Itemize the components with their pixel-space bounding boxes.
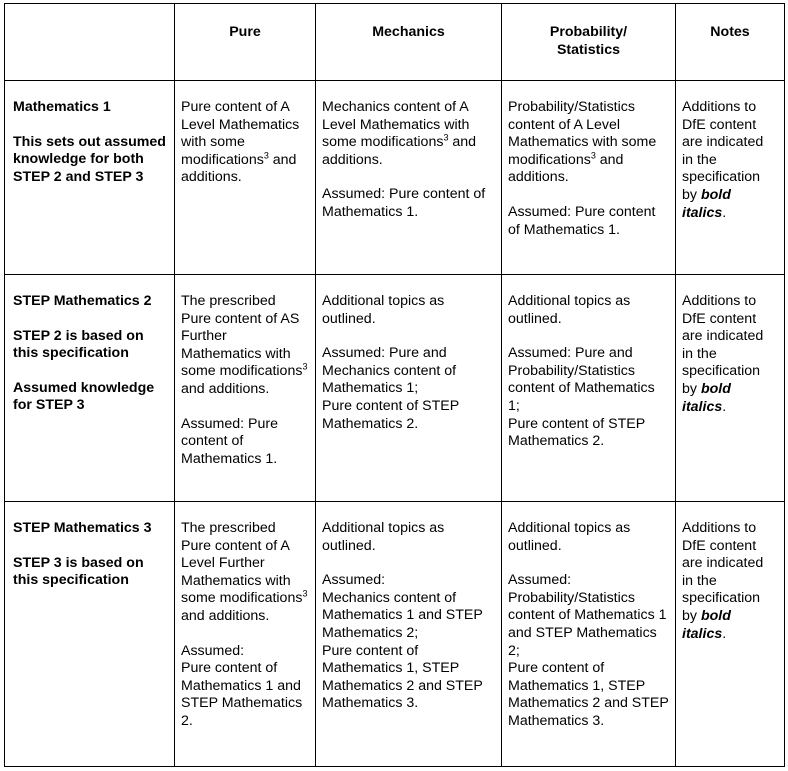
pure-assumed: Assumed: Pure content of Mathematics 1 and STEP Mathematics 2.	[181, 642, 303, 729]
header-mechanics: Mechanics	[316, 4, 502, 81]
row-title: Mathematics 1	[13, 99, 111, 115]
row-title: STEP Mathematics 2	[13, 293, 152, 309]
pure-description: The prescribed Pure content of A Level Further Mathematics with some modifications$^3$ and additions.	[181, 520, 308, 624]
pure-assumed: Assumed: Pure content of Mathematics 1.	[181, 415, 278, 467]
pure-description: The prescribed Pure content of AS Further Mathematics with some modifications$^3$ and additions.	[181, 293, 308, 397]
mechanics-description: Additional topics as outlined.	[322, 293, 445, 327]
notes-text: Additions to DfE content are indicated in the specification by bold italics.	[682, 520, 764, 642]
table-row	[5, 275, 785, 502]
header-probability-statistics	[502, 4, 676, 81]
mechanics-assumed: Assumed: Pure and Mechanics content of Mathematics 1; Pure content of STEP Mathematics 2.	[322, 345, 459, 432]
header-row	[5, 4, 785, 81]
row-subtitle-2: Assumed knowledge for STEP 3	[13, 379, 155, 414]
probstats-description: Probability/Statistics content of A Level Mathematics with some modifications$^3$ and additions.	[508, 99, 657, 186]
mechanics-description: Additional topics as outlined.	[322, 520, 445, 554]
row-subtitle: STEP 3 is based on this specification	[13, 554, 144, 589]
mechanics-cell	[316, 502, 502, 767]
probstats-cell	[502, 275, 676, 502]
row-header-cell	[5, 275, 175, 502]
pure-description: Pure content of A Level Mathematics with some modifications$^3$ and additions.	[181, 99, 300, 186]
row-title: STEP Mathematics 3	[13, 520, 152, 536]
probstats-assumed: Assumed: Pure and Probability/Statistics content of Mathematics 1; Pure content of STEP Mathematics 2.	[508, 345, 655, 450]
footnote-marker: 3	[443, 132, 449, 143]
pure-cell	[175, 502, 316, 767]
notes-cell	[676, 502, 785, 767]
mechanics-cell	[316, 275, 502, 502]
header-probstats-line1: Probability/	[549, 24, 628, 40]
header-pure: Pure	[175, 4, 316, 81]
notes-cell	[676, 81, 785, 275]
footnote-marker: 3	[302, 361, 308, 372]
notes-text: Additions to DfE content are indicated in the specification by bold italics.	[682, 99, 764, 221]
probstats-assumed: Assumed: Pure content of Mathematics 1.	[508, 203, 656, 238]
probstats-description: Additional topics as outlined.	[508, 520, 631, 554]
notes-cell	[676, 275, 785, 502]
mechanics-description: Mechanics content of A Level Mathematics with some modifications$^3$ and additions.	[322, 99, 477, 168]
notes-emphasis: bold italics	[682, 380, 731, 415]
row-subtitle: This sets out assumed knowledge for both STEP 2 and STEP 3	[13, 133, 166, 185]
probstats-assumed: Assumed: Probability/Statistics content of Mathematics 1 and STEP Mathematics 2; Pure content of Mathematics 1, STEP Mathematics 2 and STEP Mathematics 3.	[508, 572, 669, 729]
specification-table	[4, 3, 785, 767]
row-header-cell	[5, 502, 175, 767]
header-probstats-line2: Statistics	[556, 41, 621, 58]
pure-cell	[175, 275, 316, 502]
notes-text: Additions to DfE content are indicated in the specification by bold italics.	[682, 293, 764, 415]
header-notes: Notes	[676, 4, 785, 81]
row-header-cell	[5, 81, 175, 275]
footnote-marker: 3	[263, 150, 269, 161]
footnote-marker: 3	[590, 150, 596, 161]
footnote-marker: 3	[302, 588, 308, 599]
probstats-cell	[502, 502, 676, 767]
mechanics-assumed: Assumed: Pure content of Mathematics 1.	[322, 186, 486, 220]
probstats-description: Additional topics as outlined.	[508, 293, 631, 327]
table-row	[5, 81, 785, 275]
probstats-cell	[502, 81, 676, 275]
notes-emphasis: bold italics	[682, 186, 731, 221]
table-row	[5, 502, 785, 767]
mechanics-assumed: Assumed: Mechanics content of Mathematics 1 and STEP Mathematics 2; Pure content of Mathematics 1, STEP Mathematics 2 and STEP Mathematics 3.	[322, 572, 483, 712]
notes-emphasis: bold italics	[682, 607, 731, 642]
mechanics-cell	[316, 81, 502, 275]
pure-cell	[175, 81, 316, 275]
row-subtitle: STEP 2 is based on this specification	[13, 327, 144, 362]
header-corner-cell	[5, 4, 175, 81]
